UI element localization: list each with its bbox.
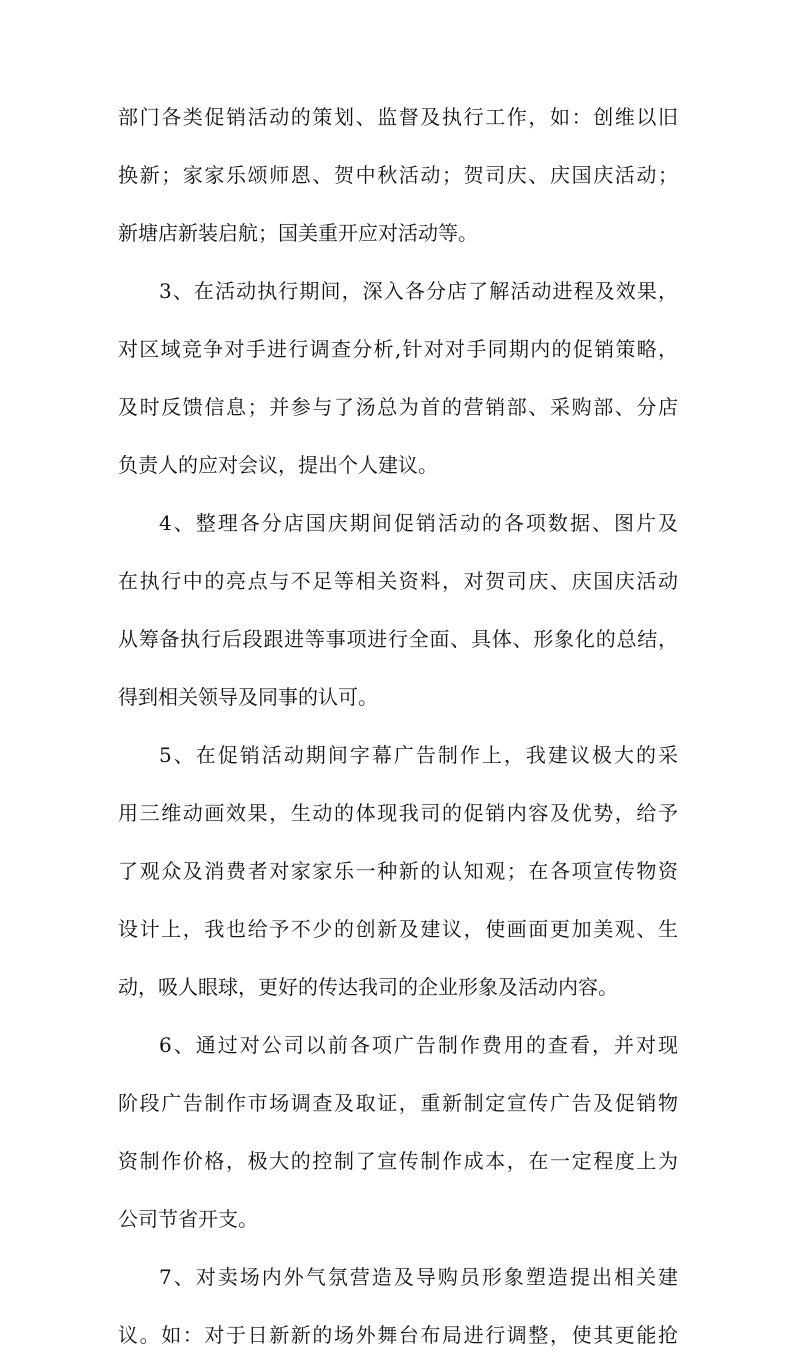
text-line: 资制作价格，极大的控制了宣传制作成本，在一定程度上为	[118, 1149, 678, 1173]
text-line: 4、整理各分店国庆期间促销活动的各项数据、图片及	[159, 511, 678, 535]
text-line: 从筹备执行后段跟进等事项进行全面、具体、形象化的总结，	[118, 627, 678, 651]
text-line: 5、在促销活动期间字幕广告制作上，我建议极大的采	[159, 743, 678, 767]
text-line: 部门各类促销活动的策划、监督及执行工作，如：创维以旧	[118, 105, 678, 129]
text-line: 议。如：对于日新新的场外舞台布局进行调整，使其更能抢	[118, 1323, 678, 1347]
text-line: 对区域竞争对手进行调查分析,针对对手同期内的促销策略，	[118, 337, 678, 361]
text-line: 公司节省开支。	[118, 1207, 258, 1231]
text-line: 阶段广告制作市场调查及取证，重新制定宣传广告及促销物	[118, 1091, 678, 1115]
text-line: 了观众及消费者对家家乐一种新的认知观；在各项宣传物资	[118, 859, 678, 883]
text-line: 换新；家家乐颂师恩、贺中秋活动；贺司庆、庆国庆活动；	[118, 163, 678, 187]
text-line: 3、在活动执行期间，深入各分店了解活动进程及效果，	[159, 279, 678, 303]
text-line: 设计上，我也给予不少的创新及建议，使画面更加美观、生	[118, 917, 678, 941]
text-line: 6、通过对公司以前各项广告制作费用的查看，并对现	[159, 1033, 678, 1057]
text-line: 新塘店新装启航；国美重开应对活动等。	[118, 221, 478, 245]
text-line: 用三维动画效果，生动的体现我司的促销内容及优势，给予	[118, 801, 678, 825]
text-line: 及时反馈信息；并参与了汤总为首的营销部、采购部、分店	[118, 395, 678, 419]
text-line: 动，吸人眼球，更好的传达我司的企业形象及活动内容。	[118, 975, 618, 999]
body-text	[118, 88, 678, 1364]
text-line: 7、对卖场内外气氛营造及导购员形象塑造提出相关建	[159, 1265, 678, 1289]
text-line: 在执行中的亮点与不足等相关资料，对贺司庆、庆国庆活动	[118, 569, 678, 593]
text-line: 得到相关领导及同事的认可。	[118, 685, 378, 709]
text-line: 负责人的应对会议，提出个人建议。	[118, 453, 438, 477]
